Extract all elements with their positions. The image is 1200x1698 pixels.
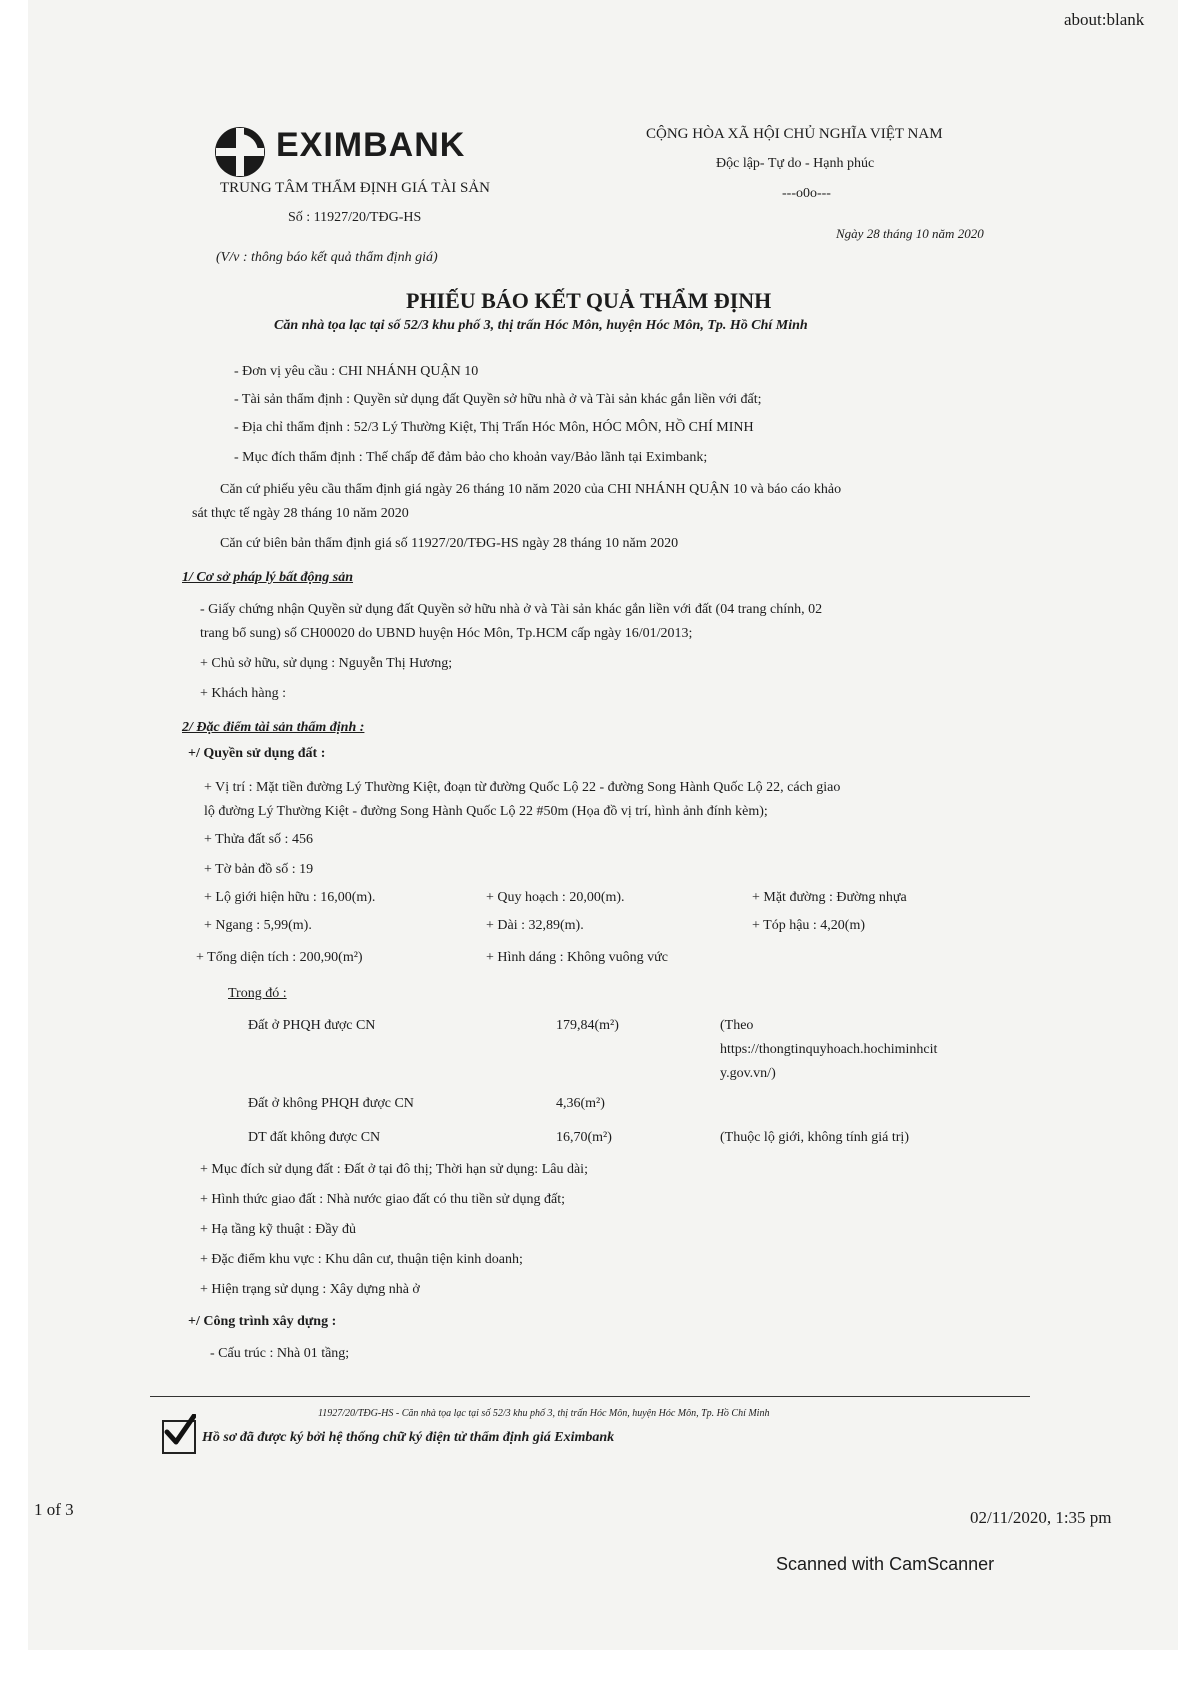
rear-width: + Tóp hậu : 4,20(m): [752, 918, 866, 933]
motto-ornament: ---o0o---: [782, 186, 831, 201]
lot-length: + Dài : 32,89(m).: [486, 918, 584, 933]
location-line2: lộ đường Lý Thường Kiệt - đường Song Hành Quốc Lộ 22 #50m (Họa đồ vị trí, hình ảnh đính kèm);: [204, 804, 768, 819]
road-width-existing: + Lộ giới hiện hữu : 16,00(m).: [204, 890, 376, 905]
breakdown-item-name: Đất ở PHQH được CN: [248, 1018, 376, 1033]
current-use: + Hiện trạng sử dụng : Xây dựng nhà ở: [200, 1282, 420, 1297]
section-1-heading: 1/ Cơ sở pháp lý bất động sản: [182, 570, 354, 585]
breakdown-item-note: https://thongtinquyhoach.hochiminhcit: [720, 1042, 938, 1057]
e-signature-note: Hồ sơ đã được ký bởi hệ thống chữ ký điện tử thẩm định giá Eximbank: [202, 1430, 615, 1445]
certificate-line2: trang bổ sung) số CH00020 do UBND huyện Hóc Môn, Tp.HCM cấp ngày 16/01/2013;: [200, 626, 693, 641]
page-counter: 1 of 3: [34, 1500, 74, 1519]
location-line1: + Vị trí : Mặt tiền đường Lý Thường Kiệt, đoạn từ đường Quốc Lộ 22 - đường Song Hành Quốc Lộ 22, cách giao: [204, 780, 841, 795]
document-subject: (V/v : thông báo kết quả thẩm định giá): [216, 250, 438, 265]
center-name: TRUNG TÂM THẨM ĐỊNH GIÁ TÀI SẢN: [220, 180, 490, 196]
scanned-page: [28, 0, 1178, 1650]
building-structure: - Cấu trúc : Nhà 01 tầng;: [210, 1346, 350, 1361]
land-allocation: + Hình thức giao đất : Nhà nước giao đất có thu tiền sử dụng đất;: [200, 1192, 566, 1207]
owner: + Chủ sở hữu, sử dụng : Nguyễn Thị Hương;: [200, 656, 453, 671]
road-width-planned: + Quy hoạch : 20,00(m).: [486, 890, 625, 905]
breakdown-item-name: DT đất không được CN: [248, 1130, 381, 1145]
national-motto: Độc lập- Tự do - Hạnh phúc: [716, 156, 875, 171]
road-surface: + Mặt đường : Đường nhựa: [752, 890, 907, 905]
infrastructure: + Hạ tầng kỹ thuật : Đầy đủ: [200, 1222, 357, 1237]
building-heading: +/ Công trình xây dựng :: [188, 1314, 337, 1329]
breakdown-item-note: (Theo: [720, 1018, 754, 1033]
requesting-unit: - Đơn vị yêu cầu : CHI NHÁNH QUẬN 10: [234, 364, 479, 379]
lot-width: + Ngang : 5,99(m).: [204, 918, 312, 933]
print-timestamp: 02/11/2020, 1:35 pm: [970, 1508, 1112, 1527]
map-sheet-number: + Tờ bản đồ số : 19: [204, 862, 314, 877]
lot-shape: + Hình dáng : Không vuông vức: [486, 950, 668, 965]
page-subtitle: Căn nhà tọa lạc tại số 52/3 khu phố 3, thị trấn Hóc Môn, huyện Hóc Môn, Tp. Hồ Chí Minh: [274, 318, 808, 333]
breakdown-item-value: 16,70(m²): [556, 1130, 612, 1145]
land-rights-heading: +/ Quyền sử dụng đất :: [188, 746, 326, 761]
plot-number: + Thửa đất số : 456: [204, 832, 313, 847]
appraised-asset: - Tài sản thẩm định : Quyền sử dụng đất Quyền sở hữu nhà ở và Tài sản khác gắn liền với đất;: [234, 392, 762, 407]
basis-request-line1: Căn cứ phiếu yêu cầu thẩm định giá ngày 26 tháng 10 năm 2020 của CHI NHÁNH QUẬN 10 và báo cáo khảo: [220, 482, 842, 497]
total-area: + Tổng diện tích : 200,90(m²): [196, 950, 363, 965]
document-date: Ngày 28 tháng 10 năm 2020: [836, 226, 984, 241]
checkbox-checked-icon: [162, 1420, 196, 1454]
breakdown-item-name: Đất ở không PHQH được CN: [248, 1096, 414, 1111]
certificate-line1: - Giấy chứng nhận Quyền sử dụng đất Quyền sở hữu nhà ở và Tài sản khác gắn liền với đất (04 trang chính, 02: [200, 602, 823, 617]
country-name: CỘNG HÒA XÃ HỘI CHỦ NGHĨA VIỆT NAM: [646, 126, 943, 142]
appraisal-purpose: - Mục đích thẩm định : Thế chấp để đảm bảo cho khoản vay/Bảo lãnh tại Eximbank;: [234, 450, 708, 465]
appraisal-address: - Địa chỉ thẩm định : 52/3 Lý Thường Kiệt, Thị Trấn Hóc Môn, HÓC MÔN, HỒ CHÍ MINH: [234, 420, 754, 435]
breakdown-item-note: (Thuộc lộ giới, không tính giá trị): [720, 1130, 909, 1145]
breakdown-item-note: y.gov.vn/): [720, 1066, 776, 1081]
eximbank-logo-icon: [212, 124, 268, 180]
basis-request-line2: sát thực tế ngày 28 tháng 10 năm 2020: [192, 506, 409, 521]
page-title: PHIẾU BÁO KẾT QUẢ THẨM ĐỊNH: [406, 288, 772, 313]
section-2-heading: 2/ Đặc điểm tài sản thẩm định :: [182, 720, 365, 735]
customer: + Khách hàng :: [200, 686, 287, 701]
footer-divider: [150, 1396, 1030, 1397]
basis-minutes: Căn cứ biên bản thẩm định giá số 11927/20/TĐG-HS ngày 28 tháng 10 năm 2020: [220, 536, 679, 551]
camscanner-watermark: Scanned with CamScanner: [776, 1554, 995, 1574]
print-url: about:blank: [1064, 10, 1145, 29]
breakdown-item-value: 4,36(m²): [556, 1096, 605, 1111]
breakdown-label: Trong đó :: [228, 986, 287, 1001]
breakdown-item-value: 179,84(m²): [556, 1018, 619, 1033]
footer-reference: 11927/20/TĐG-HS - Căn nhà tọa lạc tại số 52/3 khu phố 3, thị trấn Hóc Môn, huyện Hóc Môn, Tp. Hồ Chí Minh: [318, 1408, 770, 1419]
land-use-purpose: + Mục đích sử dụng đất : Đất ở tại đô thị; Thời hạn sử dụng: Lâu dài;: [200, 1162, 588, 1177]
area-features: + Đặc điểm khu vực : Khu dân cư, thuận tiện kinh doanh;: [200, 1252, 523, 1267]
bank-name: EXIMBANK: [276, 126, 466, 164]
document-number: Số : 11927/20/TĐG-HS: [288, 210, 422, 225]
